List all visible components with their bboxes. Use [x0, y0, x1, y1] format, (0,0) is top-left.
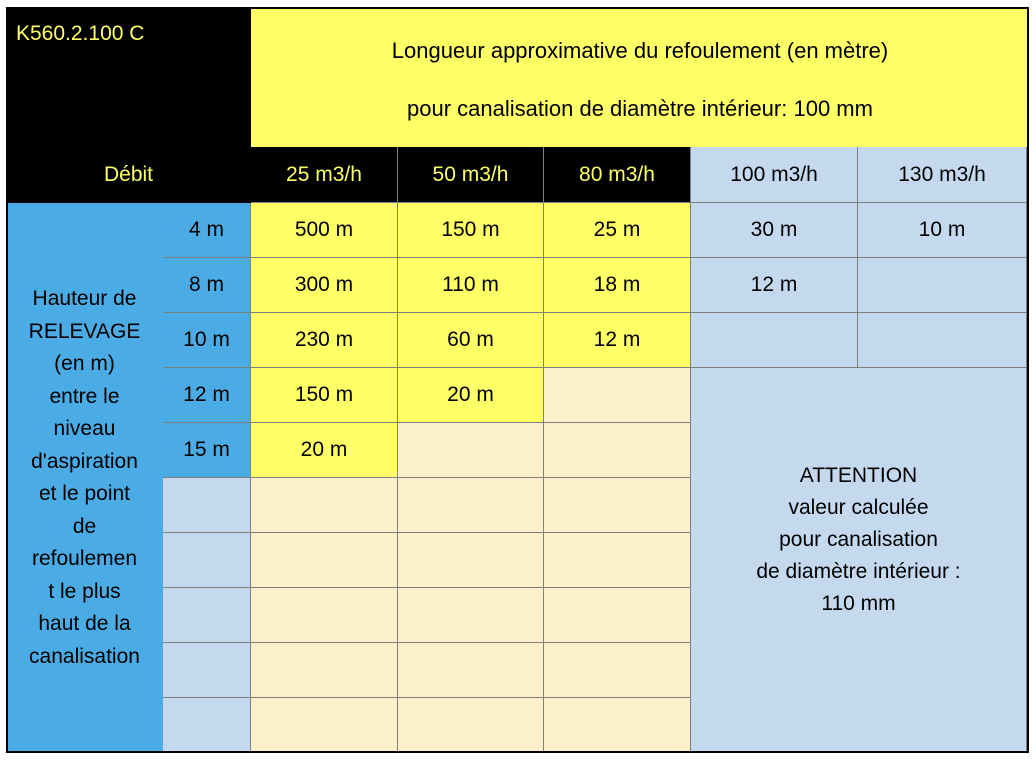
attention-note-line: ATTENTION	[799, 464, 918, 487]
value-3-2	[544, 368, 691, 423]
value-4-1	[398, 423, 544, 478]
value-5-0	[251, 478, 398, 533]
column-header-3: 100 m3/h	[691, 147, 858, 203]
value-1-4	[858, 258, 1027, 313]
value-5-1	[398, 478, 544, 533]
height-label-line: canalisation	[29, 644, 140, 668]
row-height-3: 12 m	[163, 368, 251, 423]
row-height-8	[163, 643, 251, 698]
value-2-1: 60 m	[398, 313, 544, 368]
value-1-3: 12 m	[691, 258, 858, 313]
height-label-line: niveau	[53, 417, 116, 440]
row-height-5	[163, 478, 251, 533]
row-height-2: 10 m	[163, 313, 251, 368]
column-header-4: 130 m3/h	[858, 147, 1027, 203]
value-6-1	[398, 533, 544, 588]
height-label-line: d'aspiration	[31, 449, 138, 473]
height-label-line: (en m)	[54, 352, 115, 375]
value-8-2	[544, 643, 691, 698]
row-height-4: 15 m	[163, 423, 251, 478]
attention-note-line: valeur calculée	[788, 496, 929, 519]
row-height-0: 4 m	[163, 203, 251, 258]
height-label-line: t le plus	[48, 579, 121, 603]
row-height-1: 8 m	[163, 258, 251, 313]
value-4-0: 20 m	[251, 423, 398, 478]
value-4-2	[544, 423, 691, 478]
height-label-line: Hauteur de	[32, 287, 137, 310]
value-0-4: 10 m	[858, 203, 1027, 258]
row-height-6	[163, 533, 251, 588]
value-2-3	[691, 313, 858, 368]
value-1-2: 18 m	[544, 258, 691, 313]
value-5-2	[544, 478, 691, 533]
column-header-1: 50 m3/h	[398, 147, 544, 203]
value-9-2	[544, 698, 691, 753]
title-line-2: pour canalisation de diamètre intérieur: 100 mm	[407, 96, 873, 121]
height-label-line: de	[72, 514, 97, 538]
value-7-2	[544, 588, 691, 643]
value-7-1	[398, 588, 544, 643]
value-8-0	[251, 643, 398, 698]
value-0-2: 25 m	[544, 203, 691, 258]
height-label-line: haut de la	[38, 612, 131, 635]
value-3-0: 150 m	[251, 368, 398, 423]
row-height-7	[163, 588, 251, 643]
column-header-2: 80 m3/h	[544, 147, 691, 203]
height-label-line: et le point	[38, 482, 131, 505]
attention-note	[691, 368, 1027, 753]
height-label-line: RELEVAGE	[28, 319, 141, 343]
value-0-0: 500 m	[251, 203, 398, 258]
value-9-1	[398, 698, 544, 753]
product-code-bg	[146, 7, 251, 147]
value-8-1	[398, 643, 544, 698]
value-9-0	[251, 698, 398, 753]
row-height-9	[163, 698, 251, 753]
value-0-1: 150 m	[398, 203, 544, 258]
value-1-1: 110 m	[398, 258, 544, 313]
attention-note-line: pour canalisation	[779, 528, 938, 551]
product-code: K560.2.100 C	[6, 7, 146, 147]
value-6-2	[544, 533, 691, 588]
value-0-3: 30 m	[691, 203, 858, 258]
attention-note-line: 110 mm	[821, 592, 896, 615]
height-label-line: refoulemen	[31, 547, 138, 570]
value-2-4	[858, 313, 1027, 368]
attention-note-line: de diamètre intérieur :	[756, 560, 961, 583]
height-label	[6, 203, 163, 753]
table-title	[251, 7, 1029, 147]
value-1-0: 300 m	[251, 258, 398, 313]
value-3-1: 20 m	[398, 368, 544, 423]
title-line-1: Longueur approximative du refoulement (en mètre)	[391, 37, 889, 63]
value-2-2: 12 m	[544, 313, 691, 368]
column-header-0: 25 m3/h	[251, 147, 398, 203]
debit-label: Débit	[6, 147, 251, 203]
height-label-line: entre le	[49, 384, 120, 408]
value-7-0	[251, 588, 398, 643]
value-2-0: 230 m	[251, 313, 398, 368]
value-6-0	[251, 533, 398, 588]
